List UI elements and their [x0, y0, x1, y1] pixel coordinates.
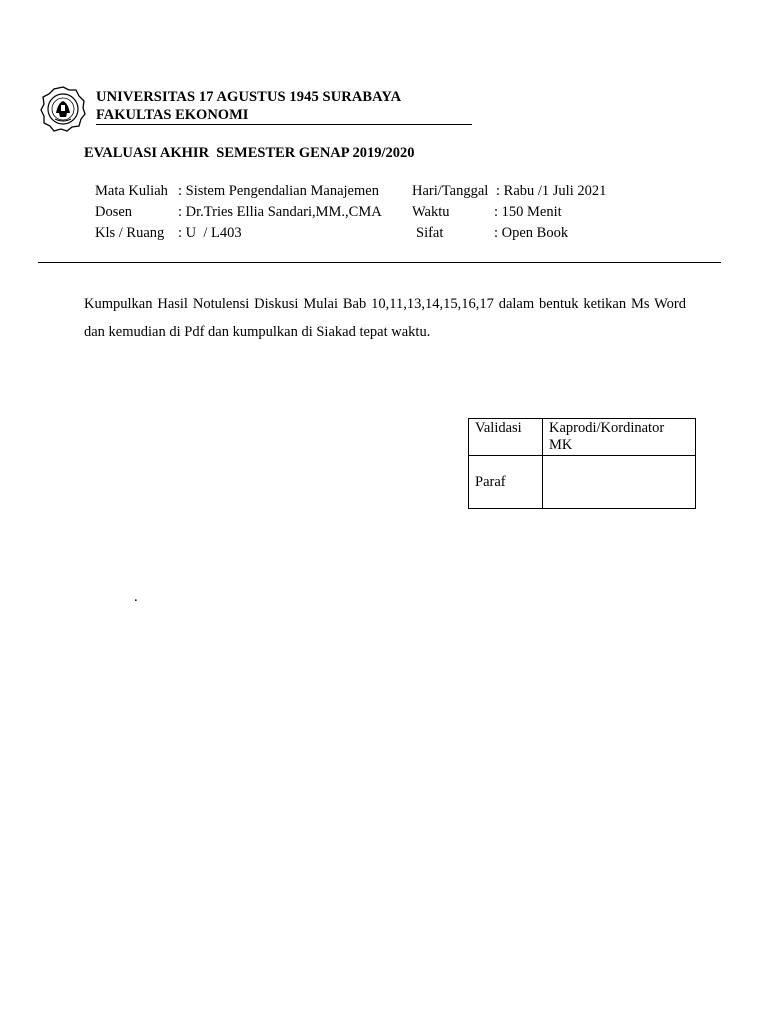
validation-label-cell: Validasi: [469, 419, 543, 456]
date-label: Hari/Tanggal: [412, 183, 489, 199]
duration-value: : 150 Menit: [494, 204, 562, 220]
duration-label: Waktu: [412, 204, 450, 220]
header-underline: [96, 124, 472, 125]
course-value: : Sistem Pengendalian Manajemen: [178, 183, 379, 199]
approver-cell: Kaprodi/Kordinator MK: [543, 419, 696, 456]
class-room-value: : U / L403: [178, 225, 242, 241]
exam-title: EVALUASI AKHIR SEMESTER GENAP 2019/2020: [84, 145, 415, 161]
date-value: : Rabu /1 Juli 2021: [496, 183, 607, 199]
section-divider: [38, 262, 721, 263]
table-row: [469, 456, 696, 509]
nature-value: : Open Book: [494, 225, 569, 241]
university-name: UNIVERSITAS 17 AGUSTUS 1945 SURABAYA: [96, 89, 402, 105]
course-label: Mata Kuliah: [95, 183, 168, 199]
signature-label-cell: Paraf: [469, 456, 543, 509]
class-room-label: Kls / Ruang: [95, 225, 165, 241]
stray-period: .: [134, 589, 138, 605]
lecturer-value: : Dr.Tries Ellia Sandari,MM.,CMA: [178, 204, 382, 220]
exam-instruction: Kumpulkan Hasil Notulensi Diskusi Mulai Bab 10,11,13,14,15,16,17 dalam bentuk ketikan Ms Word dan kemudian di Pdf dan kumpulkan di Siakad tepat waktu.: [84, 296, 686, 340]
faculty-name: FAKULTAS EKONOMI: [96, 107, 249, 123]
lecturer-label: Dosen: [95, 204, 133, 220]
university-seal-icon: [40, 86, 86, 132]
validation-table: [468, 418, 696, 509]
nature-label: Sifat: [416, 225, 444, 241]
signature-cell: [543, 456, 696, 509]
table-row: [469, 419, 696, 456]
